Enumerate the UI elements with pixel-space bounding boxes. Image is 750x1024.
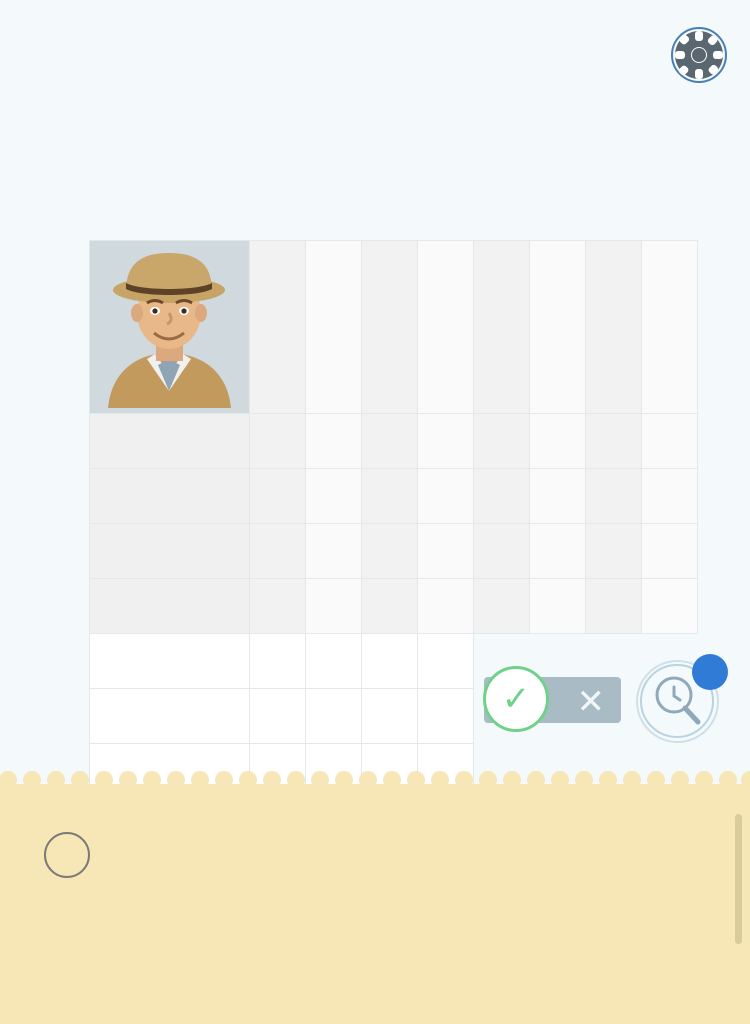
dotted-divider <box>0 770 750 784</box>
grid-cell[interactable] <box>362 579 418 634</box>
row-header-step-3 <box>90 579 250 634</box>
top-bar <box>0 0 750 100</box>
grid-cell[interactable] <box>306 689 362 744</box>
close-icon[interactable]: ✕ <box>576 683 605 721</box>
grid-cell[interactable] <box>362 469 418 524</box>
grid-cell[interactable] <box>306 579 362 634</box>
grid-cell[interactable] <box>642 524 698 579</box>
grid-cell[interactable] <box>250 414 306 469</box>
grid-cell[interactable] <box>362 689 418 744</box>
column-header-row <box>90 241 698 414</box>
col-header-direction-3 <box>642 241 698 414</box>
grid-cell[interactable] <box>418 634 474 689</box>
grid-cell[interactable] <box>362 524 418 579</box>
row-header-direction-1 <box>90 689 250 744</box>
table-row <box>90 469 698 524</box>
grid-cell[interactable] <box>250 469 306 524</box>
grid-cell[interactable] <box>586 469 642 524</box>
confirm-button[interactable] <box>483 666 549 732</box>
grid-cell[interactable] <box>306 524 362 579</box>
grid-cell[interactable] <box>586 414 642 469</box>
grid-cell[interactable] <box>418 414 474 469</box>
col-header-landmark-3 <box>418 241 474 414</box>
puzzle-grid-area <box>0 100 750 768</box>
grid-cell[interactable] <box>474 524 530 579</box>
row-header-step-0 <box>90 414 250 469</box>
grid-cell[interactable] <box>362 634 418 689</box>
story-panel <box>0 784 750 1024</box>
row-header-direction-0 <box>90 634 250 689</box>
gear-icon[interactable] <box>670 26 728 84</box>
grid-cell[interactable] <box>586 579 642 634</box>
grid-cell[interactable] <box>418 689 474 744</box>
col-header-direction-1 <box>530 241 586 414</box>
grid-cell[interactable] <box>306 634 362 689</box>
grid-cell[interactable] <box>418 469 474 524</box>
scrollbar[interactable] <box>735 814 742 944</box>
grid-cell[interactable] <box>362 414 418 469</box>
grid-cell[interactable] <box>530 579 586 634</box>
row-header-step-1 <box>90 469 250 524</box>
grid-cell[interactable] <box>530 524 586 579</box>
col-header-direction-0 <box>474 241 530 414</box>
grid-cell[interactable] <box>250 579 306 634</box>
table-row <box>90 579 698 634</box>
col-header-landmark-2 <box>362 241 418 414</box>
logic-grid-table[interactable] <box>89 240 698 854</box>
clue-number <box>44 832 90 878</box>
grid-cell[interactable] <box>642 469 698 524</box>
col-header-landmark-1 <box>306 241 362 414</box>
hint-count-badge <box>692 654 728 690</box>
grid-cell[interactable] <box>418 524 474 579</box>
check-icon: ✓ <box>501 680 531 718</box>
grid-cell[interactable] <box>306 414 362 469</box>
grid-cell[interactable] <box>306 469 362 524</box>
grid-cell[interactable] <box>530 469 586 524</box>
grid-cell[interactable] <box>642 579 698 634</box>
table-row <box>90 524 698 579</box>
grid-cell[interactable] <box>586 524 642 579</box>
grid-cell[interactable] <box>250 524 306 579</box>
table-row <box>90 414 698 469</box>
grid-cell[interactable] <box>474 414 530 469</box>
list-item <box>44 832 706 878</box>
grid-cell[interactable] <box>474 579 530 634</box>
row-header-step-2 <box>90 524 250 579</box>
grid-cell[interactable] <box>418 579 474 634</box>
grid-cell[interactable] <box>530 414 586 469</box>
grid-cell[interactable] <box>250 634 306 689</box>
col-header-landmark-0 <box>250 241 306 414</box>
grid-cell[interactable] <box>474 469 530 524</box>
col-header-direction-2 <box>586 241 642 414</box>
grid-cell[interactable] <box>250 689 306 744</box>
grid-cell[interactable] <box>642 414 698 469</box>
character-avatar <box>90 241 250 414</box>
